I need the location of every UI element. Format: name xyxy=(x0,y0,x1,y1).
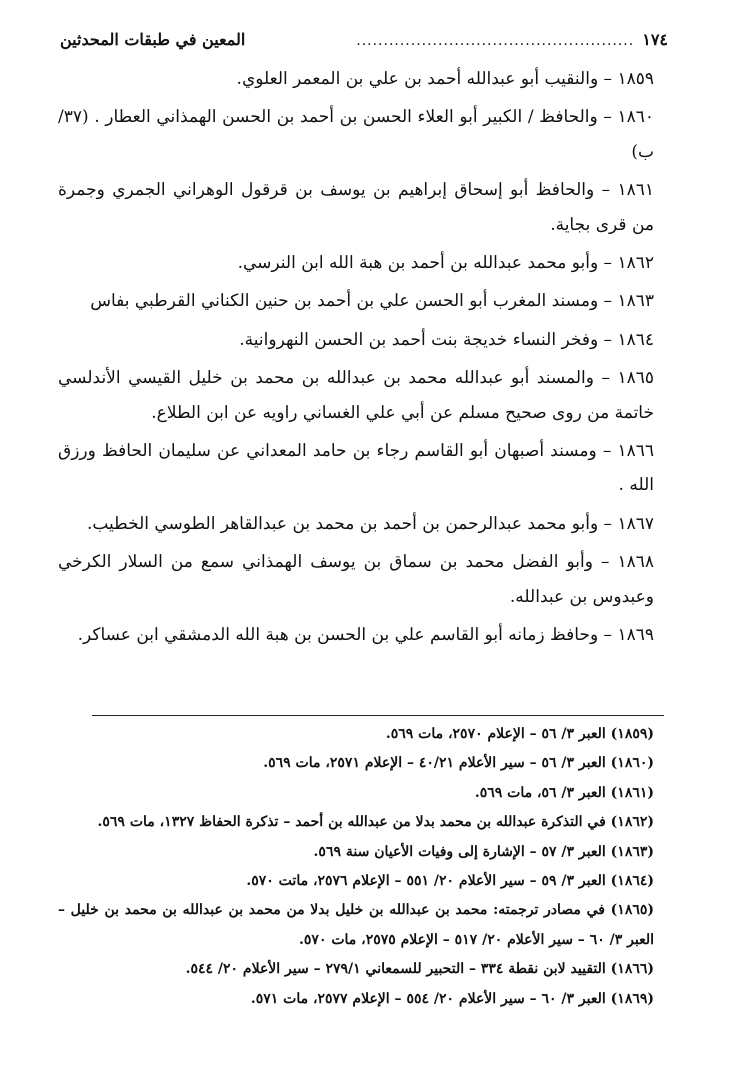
entry-number: ١٨٦٠ xyxy=(617,107,654,128)
entry-text: – ومسند أصبهان أبو القاسم رجاء بن حامد المعداني عن سليمان الحافظ ورزق الله . xyxy=(58,441,654,496)
entry-1863 xyxy=(58,284,654,318)
entry-1865 xyxy=(58,361,654,430)
footnote-1865: (١٨٦٥) في مصادر ترجمته: محمد بن عبدالله بن خليل بدلا من محمد بن عبدالله بن محمد بن خليل – العبر ٣/ ٦٠ – سير الأعلام ٢٠/ ٥١٧ – الإعلام ٢٥٧٥، مات ٥٧٠. xyxy=(58,902,654,948)
entry-text: – وأبو محمد عبدالله بن أحمد بن هبة الله ابن النرسي. xyxy=(237,253,618,274)
entry-text: – وأبو محمد عبدالرحمن بن أحمد بن محمد بن عبدالقاهر الطوسي الخطيب. xyxy=(86,513,618,534)
entry-number: ١٨٦٣ xyxy=(617,291,654,312)
footnote-1864: (١٨٦٤) العبر ٣/ ٥٩ – سير الأعلام ٢٠/ ٥٥١ – الإعلام ٢٥٧٦، ماتت ٥٧٠. xyxy=(246,873,654,890)
entry-text: – ومسند المغرب أبو الحسن علي بن أحمد بن حنين الكناني القرطبي بفاس xyxy=(90,291,618,312)
main-text xyxy=(58,62,654,657)
entry-1859 xyxy=(58,62,654,96)
footnote-1866: (١٨٦٦) التقييد لابن نقطة ٣٣٤ – التحبير للسمعاني ٢٧٩/١ – سير الأعلام ٢٠/ ٥٤٤. xyxy=(185,961,654,978)
footnote-1859: (١٨٥٩) العبر ٣/ ٥٦ – الإعلام ٢٥٧٠، مات ٥٦٩. xyxy=(385,726,654,742)
book-title: المعين في طبقات المحدثين xyxy=(60,30,246,49)
entry-number: ١٨٦٢ xyxy=(617,253,654,274)
footnote-separator xyxy=(92,715,664,716)
entry-text: – وفخر النساء خديجة بنت أحمد بن الحسن النهروانية. xyxy=(239,329,618,350)
entry-1869 xyxy=(58,618,654,652)
running-header xyxy=(60,30,668,54)
entry-1867 xyxy=(58,507,654,541)
footnote-1861: (١٨٦١) العبر ٣/ ٥٦، مات ٥٦٩. xyxy=(474,784,654,801)
footnote-1869: (١٨٦٩) العبر ٣/ ٦٠ – سير الأعلام ٢٠/ ٥٥٤ – الإعلام ٢٥٧٧، مات ٥٧١. xyxy=(250,990,654,1007)
entry-text: – وأبو الفضل محمد بن سماق بن يوسف الهمذاني سمع من السلار الكرخي وعبدوس بن عبدالله. xyxy=(58,552,654,607)
entry-1862 xyxy=(58,246,654,280)
entry-number: ١٨٥٩ xyxy=(617,69,654,89)
entry-text: – والحافظ / الكبير أبو العلاء الحسن بن أحمد بن الحسن الهمذاني العطار . (٣٧/ب) xyxy=(58,107,654,162)
entry-number: ١٨٦١ xyxy=(617,180,654,201)
entry-text: – وحافظ زمانه أبو القاسم علي بن الحسن بن هبة الله الدمشقي ابن عساكر. xyxy=(77,625,618,646)
entry-number: ١٨٦٤ xyxy=(617,329,654,350)
footnotes xyxy=(58,720,654,1014)
footnote-1863: (١٨٦٣) العبر ٣/ ٥٧ – الإشارة إلى وفيات الأعيان سنة ٥٦٩. xyxy=(313,843,654,860)
entry-1861 xyxy=(58,173,654,242)
entry-text: – والحافظ أبو إسحاق إبراهيم بن يوسف بن قرقول الوهراني الجمري وجمرة من قرى بجاية. xyxy=(58,180,654,235)
footnote-1862: (١٨٦٢) في التذكرة عبدالله بن محمد بدلا من عبدالله بن أحمد – تذكرة الحفاظ ١٣٢٧، مات ٥٦٩. xyxy=(97,814,654,831)
entry-number: ١٨٦٥ xyxy=(617,368,654,389)
footnote-1860: (١٨٦٠) العبر ٣/ ٥٦ – سير الأعلام ٤٠/٢١ – الإعلام ٢٥٧١، مات ٥٦٩. xyxy=(263,755,654,772)
header-dot-leader: ................................................... xyxy=(356,33,635,49)
entry-1864 xyxy=(58,323,654,357)
entry-text: – والمسند أبو عبدالله محمد بن عبدالله بن محمد بن خليل القيسي الأندلسي خاتمة من روى صحيح مسلم عن أبي علي الغساني راويه عن ابن الطلاع. xyxy=(58,368,654,423)
page-number: ١٧٤ xyxy=(642,30,668,49)
entry-1868 xyxy=(58,545,654,614)
entry-1866 xyxy=(58,434,654,503)
entry-number: ١٨٦٨ xyxy=(617,552,654,573)
entry-1860 xyxy=(58,100,654,169)
entry-number: ١٨٦٩ xyxy=(617,625,654,646)
entry-number: ١٨٦٧ xyxy=(617,513,654,534)
entry-number: ١٨٦٦ xyxy=(617,441,654,462)
entry-text: – والنقيب أبو عبدالله أحمد بن علي بن المعمر العلوي. xyxy=(236,69,618,89)
